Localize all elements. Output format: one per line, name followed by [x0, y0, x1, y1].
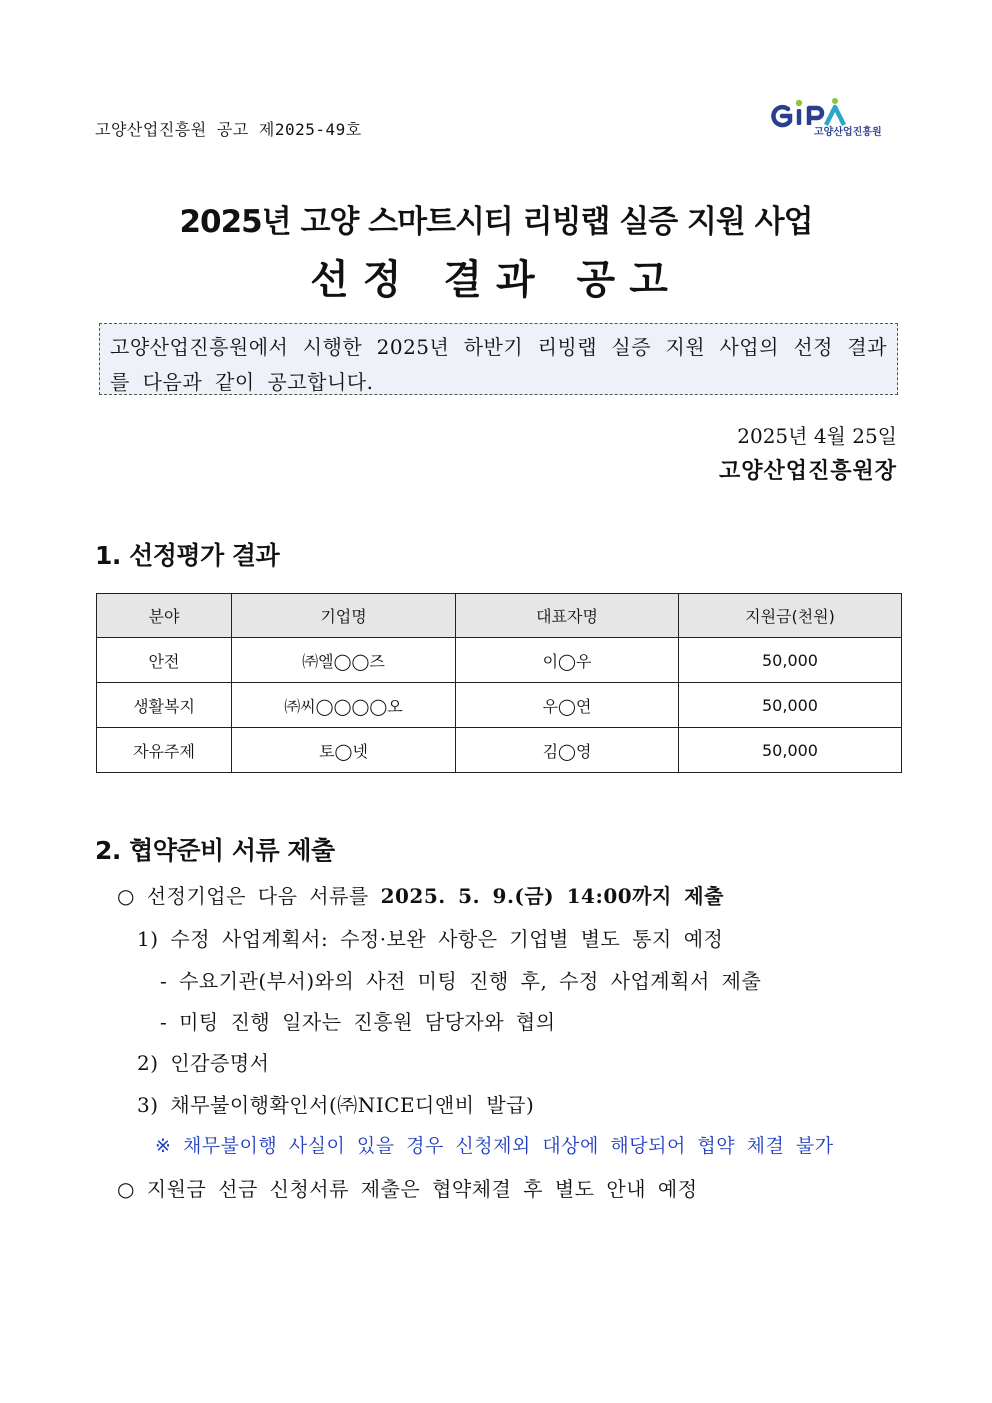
- table-cell: 생활복지: [97, 683, 232, 728]
- item-seal-certificate: 2) 인감증명서: [137, 1051, 270, 1075]
- table-cell: 안전: [97, 638, 232, 683]
- table-cell: 우◯연: [456, 683, 679, 728]
- table-row: [97, 728, 902, 773]
- notice-number: 고양산업진흥원 공고 제2025-49호: [95, 120, 362, 139]
- section1-heading: 1. 선정평가 결과: [95, 541, 280, 570]
- table-cell: 김◯영: [456, 728, 679, 773]
- column-header: 기업명: [232, 594, 456, 638]
- table-cell: ㈜엘◯◯즈: [232, 638, 456, 683]
- table-cell: 50,000: [679, 683, 902, 728]
- title-line-2: 선정 결과 공고: [310, 257, 682, 303]
- table-cell: 50,000: [679, 728, 902, 773]
- issuer: 고양산업진흥원장: [718, 458, 897, 484]
- section2-heading: 2. 협약준비 서류 제출: [95, 836, 335, 865]
- table-header-row: [97, 594, 902, 638]
- table-row: [97, 683, 902, 728]
- table-row: [97, 638, 902, 683]
- table-cell: 이◯우: [456, 638, 679, 683]
- sub-item-meeting: - 수요기관(부서)와의 사전 미팅 진행 후, 수정 사업계획서 제출: [160, 969, 762, 993]
- table-cell: 토◯넷: [232, 728, 456, 773]
- gipa-logo: [768, 95, 893, 137]
- column-header: 대표자명: [456, 594, 679, 638]
- intro-text: 고양산업진흥원에서 시행한 2025년 하반기 리빙랩 실증 지원 사업의 선정 결과를 다음과 같이 공고합니다.: [110, 335, 887, 394]
- bullet-advance-payment: ○ 지원금 선금 신청서류 제출은 협약체결 후 별도 안내 예정: [117, 1177, 698, 1201]
- gipa-logo-icon: [768, 95, 893, 137]
- announcement-date: 2025년 4월 25일: [737, 424, 897, 448]
- title-line-1: 2025년 고양 스마트시티 리빙랩 실증 지원 사업: [179, 204, 813, 240]
- table-cell: ㈜씨◯◯◯◯오: [232, 683, 456, 728]
- item-revised-plan: 1) 수정 사업계획서: 수정·보완 사항은 기업별 별도 통지 예정: [137, 927, 724, 951]
- column-header: 지원금(천원): [679, 594, 902, 638]
- bullet-text: ○ 선정기업은 다음 서류를: [117, 884, 381, 908]
- warning-note: ※ 채무불이행 사실이 있을 경우 신청제외 대상에 해당되어 협약 체결 불가: [155, 1135, 834, 1157]
- table-cell: 자유주제: [97, 728, 232, 773]
- column-header: 분야: [97, 594, 232, 638]
- intro-box: [99, 323, 898, 395]
- logo-caption: 고양산업진흥원: [814, 127, 882, 137]
- deadline-text: 2025. 5. 9.(금) 14:00까지 제출: [380, 884, 724, 908]
- sub-item-meeting-date: - 미팅 진행 일자는 진흥원 담당자와 협의: [160, 1010, 556, 1034]
- item-default-check: 3) 채무불이행확인서(㈜NICE디앤비 발급): [137, 1093, 535, 1117]
- bullet-submission-deadline: [117, 880, 724, 909]
- selection-result-table: [96, 593, 902, 773]
- table-cell: 50,000: [679, 638, 902, 683]
